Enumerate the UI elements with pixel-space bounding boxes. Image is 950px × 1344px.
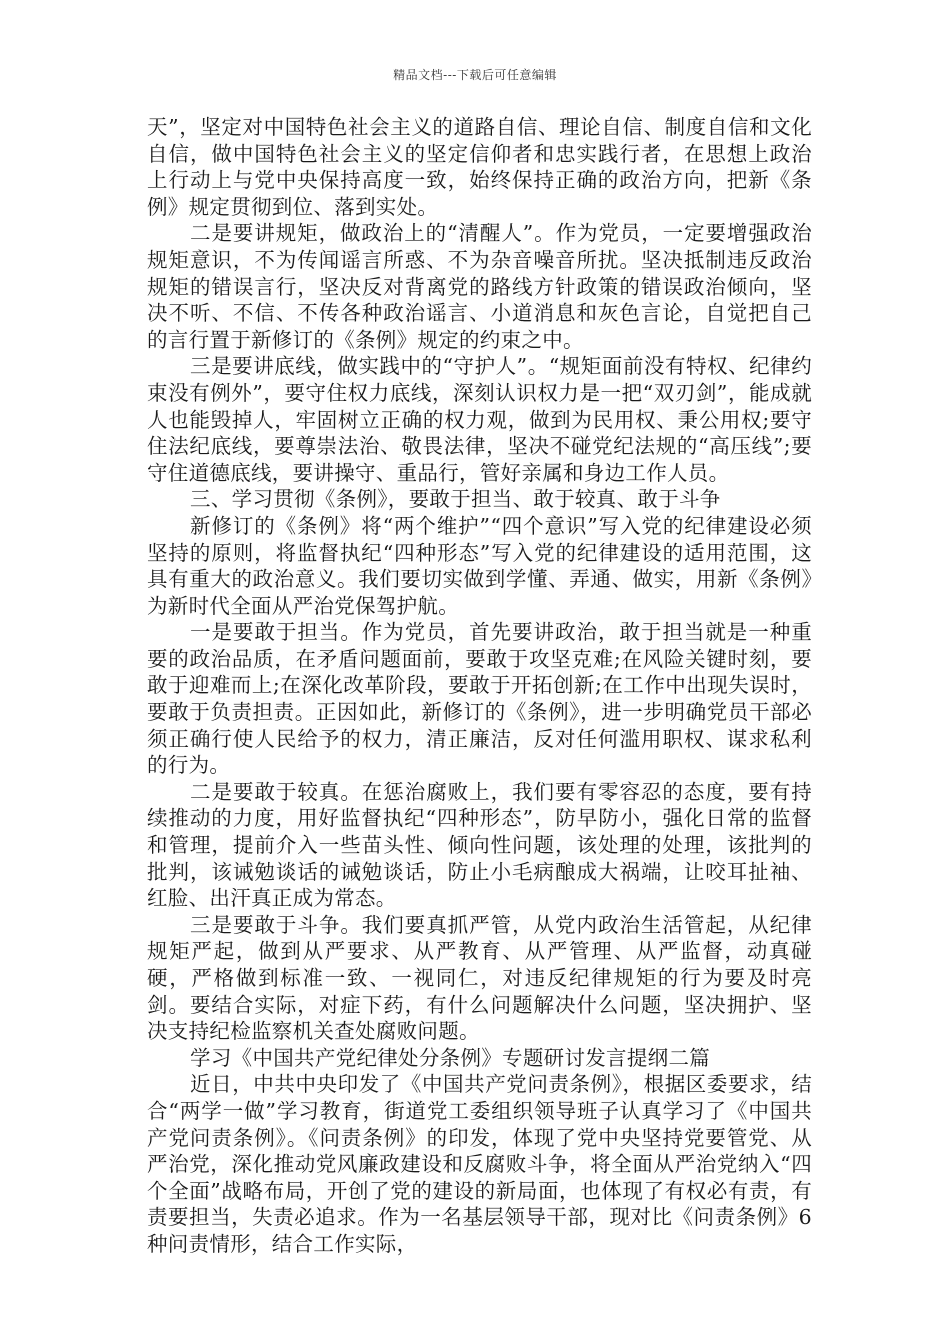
- paragraph: 二是要讲规矩，做政治上的“清醒人”。作为党员，一定要增强政治规矩意识，不为传闻谣言所惑、不为杂音噪音所扰。坚决抵制违反政治规矩的错误言行，坚决反对背离党的路线方针政策的错误政治倾向，坚决不听、不信、不传各种政治谣言、小道消息和灰色言论，自觉把自己的言行置于新修订的《条例》规定的约束之中。: [147, 221, 812, 352]
- paragraph: 天”，坚定对中国特色社会主义的道路自信、理论自信、制度自信和文化自信，做中国特色社会主义的坚定信仰者和忠实践行者，在思想上政治上行动上与党中央保持高度一致，始终保持正确的政治方向，把新《条例》规定贯彻到位、落到实处。: [147, 115, 812, 219]
- paragraph: 一是要敢于担当。作为党员，首先要讲政治，敢于担当就是一种重要的政治品质，在矛盾问题面前，要敢于攻坚克难;在风险关键时刻，要敢于迎难而上;在深化改革阶段，要敢于开拓创新;在工作中出现失误时，要敢于负责担责。正因如此，新修订的《条例》，进一步明确党员干部必须正确行使人民给予的权力，清正廉洁，反对任何滥用职权、谋求私利的行为。: [147, 620, 812, 778]
- paragraph: 三是要敢于斗争。我们要真抓严管，从党内政治生活管起，从纪律规矩严起，做到从严要求、从严教育、从严管理、从严监督，动真碰硬，严格做到标准一致、一视同仁，对违反纪律规矩的行为要及时亮剑。要结合实际，对症下药，有什么问题解决什么问题，坚决拥护、坚决支持纪检监察机关查处腐败问题。: [147, 912, 812, 1044]
- paragraph: 二是要敢于较真。在惩治腐败上，我们要有零容忍的态度，要有持续推动的力度，用好监督执纪“四种形态”，防早防小，强化日常的监督和管理，提前介入一些苗头性、倾向性问题，该处理的处理，该批判的批判，该诫勉谈话的诫勉谈话，防止小毛病酿成大祸端，让咬耳扯袖、红脸、出汗真正成为常态。: [147, 779, 812, 911]
- paragraph: 三是要讲底线，做实践中的“守护人”。“规矩面前没有特权、纪律约束没有例外”，要守住权力底线，深刻认识权力是一把“双刃剑”，能成就人也能毁掉人，牢固树立正确的权力观，做到为民用权、秉公用权;要守住法纪底线，要尊崇法治、敬畏法律，坚决不碰党纪法规的“高压线”;要守住道德底线，要讲操守、重品行，管好亲属和身边工作人员。: [147, 354, 812, 485]
- section-heading: 三、学习贯彻《条例》，要敢于担当、敢于较真、敢于斗争: [190, 487, 721, 512]
- paragraph: 新修订的《条例》将“两个维护”“四个意识”写入党的纪律建设必须坚持的原则，将监督执纪“四种形态”写入党的纪律建设的适用范围，这具有重大的政治意义。我们要切实做到学懂、弄通、做实，用新《条例》为新时代全面从严治党保驾护航。: [147, 513, 812, 618]
- document-body: [147, 114, 812, 1258]
- paragraph: 近日，中共中央印发了《中国共产党问责条例》，根据区委要求，结合“两学一做”学习教育，街道党工委组织领导班子认真学习了《中国共产党问责条例》。《问责条例》的印发，体现了党中央坚持党要管党、从严治党，深化推动党风廉政建设和反腐败斗争，将全面从严治党纳入“四个全面”战略布局，开创了党的建设的新局面，也体现了有权必有责，有责要担当，失责必追求。作为一名基层领导干部，现对比《问责条例》6种问责情形，结合工作实际，: [147, 1072, 812, 1256]
- document-title: 学习《中国共产党纪律处分条例》专题研讨发言提纲二篇: [190, 1045, 711, 1070]
- page-header: 精品文档---下载后可任意编辑: [393, 68, 557, 82]
